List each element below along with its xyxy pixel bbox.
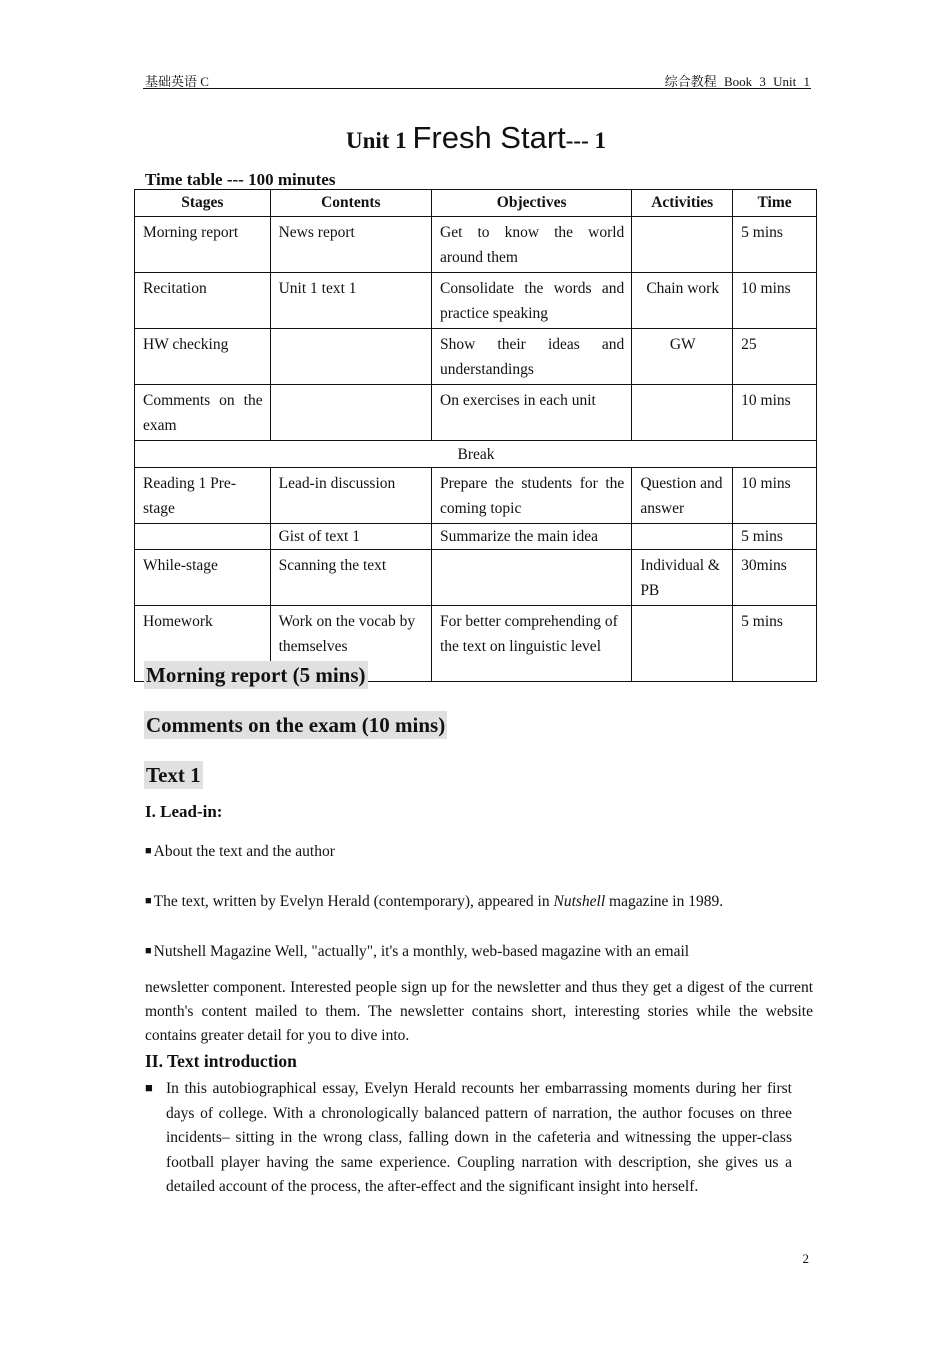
cell-stage: Comments on the exam xyxy=(135,385,271,441)
cell-objective xyxy=(432,550,632,606)
header-right: 综合教程 Book 3 Unit 1 xyxy=(664,74,810,89)
header-left: 基础英语 C xyxy=(145,74,209,89)
cell-activity: Question and answer xyxy=(632,468,733,524)
magazine-name: Nutshell xyxy=(553,893,606,910)
break-cell: Break xyxy=(135,441,817,468)
column-header: Stages xyxy=(135,190,271,217)
cell-content: News report xyxy=(270,217,431,273)
timetable-label: Time table --- 100 minutes xyxy=(145,170,336,189)
cell-time: 10 mins xyxy=(733,273,817,329)
cell-content: Work on the vocab by themselves xyxy=(270,606,431,682)
cell-stage: Homework xyxy=(135,606,271,682)
cell-content: Gist of text 1 xyxy=(270,524,431,550)
cell-objective: Summarize the main idea xyxy=(432,524,632,550)
table-row xyxy=(135,550,817,606)
section-comments-exam: Comments on the exam (10 mins) xyxy=(146,713,446,737)
nutshell-line xyxy=(145,943,689,961)
bullet-square-icon: ■ xyxy=(145,845,152,857)
page-number: 2 xyxy=(802,1251,809,1266)
cell-objective: For better comprehending of the text on linguistic level xyxy=(432,606,632,682)
cell-time: 5 mins xyxy=(733,606,817,682)
section-text-1: Text 1 xyxy=(146,763,201,787)
table-row xyxy=(135,273,817,329)
column-header: Time xyxy=(733,190,817,217)
cell-activity xyxy=(632,606,733,682)
cell-objective: On exercises in each unit xyxy=(432,385,632,441)
cell-objective: Prepare the students for the coming topic xyxy=(432,468,632,524)
cell-content xyxy=(270,385,431,441)
table-row xyxy=(135,329,817,385)
cell-stage: While-stage xyxy=(135,550,271,606)
cell-stage: Reading 1 Pre-stage xyxy=(135,468,271,524)
bullet-square-icon: ■ xyxy=(145,895,152,907)
bullet-square-icon: ■ xyxy=(145,1080,153,1095)
cell-time: 5 mins xyxy=(733,217,817,273)
cell-objective: Consolidate the words and practice speaking xyxy=(432,273,632,329)
cell-stage: Morning report xyxy=(135,217,271,273)
cell-time: 10 mins xyxy=(733,385,817,441)
page-title xyxy=(0,120,952,156)
cell-activity xyxy=(632,524,733,550)
table-row xyxy=(135,524,817,550)
table-row xyxy=(135,385,817,441)
cell-activity: GW xyxy=(632,329,733,385)
cell-activity xyxy=(632,217,733,273)
bullet-square-icon: ■ xyxy=(145,945,152,957)
column-header: Objectives xyxy=(432,190,632,217)
written-line xyxy=(145,893,723,911)
break-row xyxy=(135,441,817,468)
cell-stage: HW checking xyxy=(135,329,271,385)
table-row xyxy=(135,217,817,273)
cell-activity: Chain work xyxy=(632,273,733,329)
cell-content: Scanning the text xyxy=(270,550,431,606)
column-header: Contents xyxy=(270,190,431,217)
title-main: Fresh Start xyxy=(412,120,566,155)
nutshell-text: Nutshell Magazine Well, "actually", it's a monthly, web-based magazine with an email xyxy=(153,943,690,960)
cell-activity xyxy=(632,385,733,441)
cell-time: 30mins xyxy=(733,550,817,606)
table-row xyxy=(135,468,817,524)
cell-content: Unit 1 text 1 xyxy=(270,273,431,329)
written-text-end: magazine in 1989. xyxy=(605,893,724,910)
cell-time: 25 xyxy=(733,329,817,385)
timetable xyxy=(134,189,817,682)
table-header-row xyxy=(135,190,817,217)
column-header: Activities xyxy=(632,190,733,217)
header-rule xyxy=(143,88,811,89)
leadin-heading: I. Lead-in: xyxy=(145,802,223,821)
cell-activity: Individual & PB xyxy=(632,550,733,606)
cell-objective: Get to know the world around them xyxy=(432,217,632,273)
section-morning-report: Morning report (5 mins) xyxy=(146,663,366,687)
intro-heading: II. Text introduction xyxy=(145,1051,297,1071)
about-text: About the text and the author xyxy=(153,843,335,860)
cell-stage xyxy=(135,524,271,550)
nutshell-paragraph: newsletter component. Interested people sign up for the newsletter and thus they get a digest of the current month's content mailed to them. The newsletter contains short, interesting stories while the website contains greater detail for you to dive into. xyxy=(145,979,813,1044)
cell-content: Lead-in discussion xyxy=(270,468,431,524)
written-text: The text, written by Evelyn Herald (contemporary), appeared in xyxy=(153,893,554,910)
cell-time: 10 mins xyxy=(733,468,817,524)
cell-objective: Show their ideas and understandings xyxy=(432,329,632,385)
cell-time: 5 mins xyxy=(733,524,817,550)
title-prefix: Unit 1 xyxy=(345,128,413,153)
about-line xyxy=(145,843,335,861)
cell-content xyxy=(270,329,431,385)
cell-stage: Recitation xyxy=(135,273,271,329)
title-suffix: --- 1 xyxy=(565,128,606,153)
intro-paragraph: In this autobiographical essay, Evelyn Herald recounts her embarrassing moments during her first days of college. With a chronologically balanced pattern of narration, the author focuses on three incidents– sitting in the wrong class, falling down in the cafeteria and witnessing the upper-class football player having the same experience. Coupling narration with description, she gives us a detailed account of the process, the after-effect and the significant insight into herself. xyxy=(166,1080,792,1195)
